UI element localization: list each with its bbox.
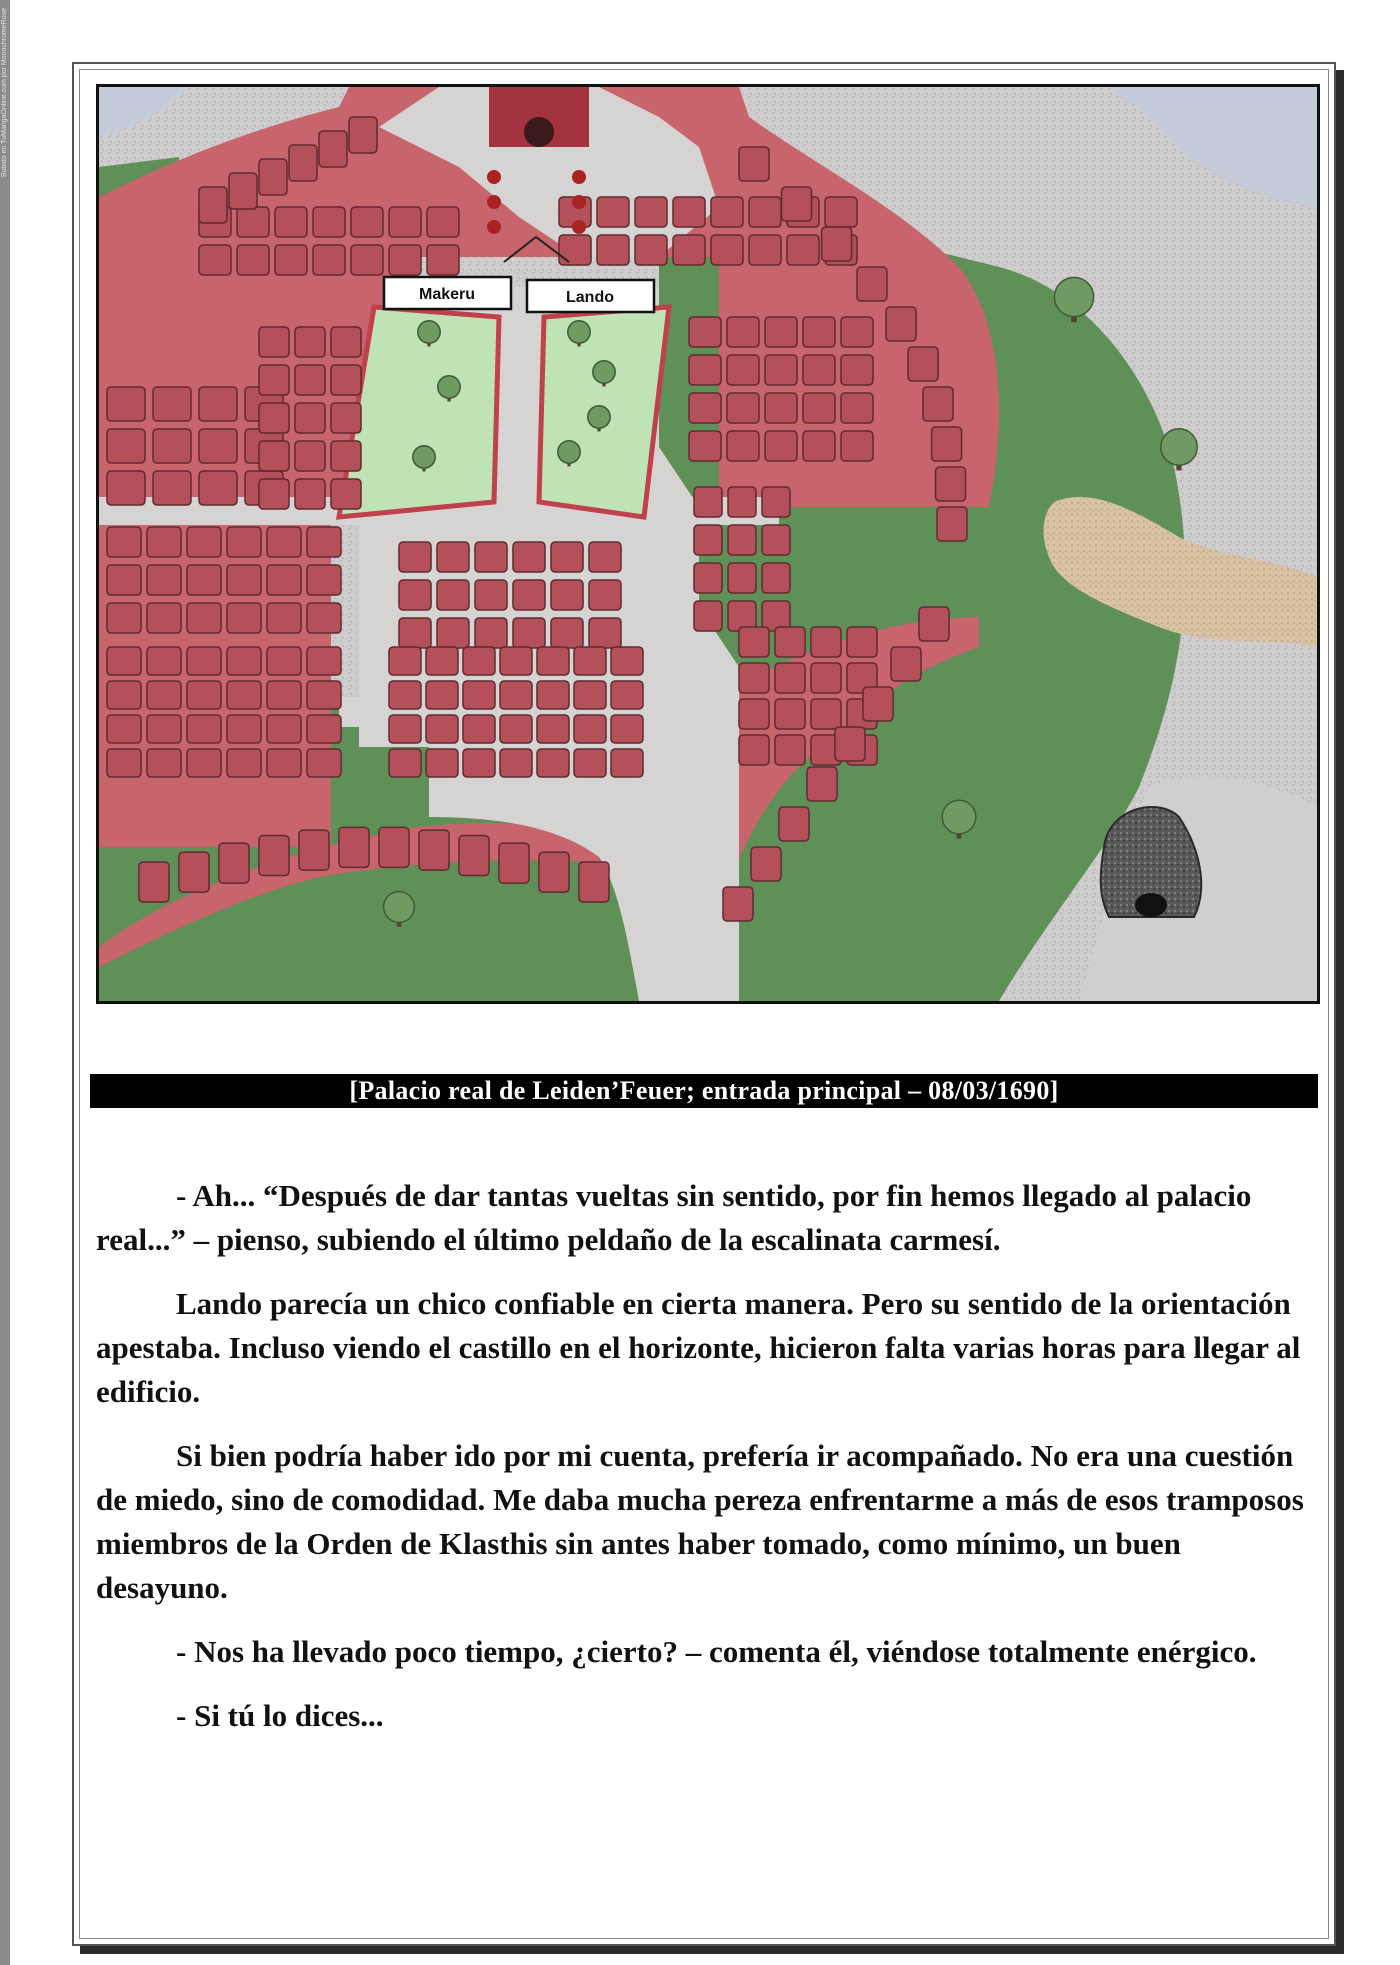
building-roof — [513, 618, 545, 648]
building-roof — [727, 393, 759, 423]
building-roof — [107, 527, 141, 557]
building-roof — [295, 327, 325, 357]
building-roof — [751, 847, 781, 881]
building-roof — [822, 227, 852, 261]
building-roof — [459, 836, 489, 876]
tree-crown — [1161, 429, 1197, 465]
building-roof — [775, 663, 805, 693]
building-roof — [891, 647, 921, 681]
building-roof — [199, 429, 237, 463]
building-roof — [295, 441, 325, 471]
building-roof — [147, 749, 181, 777]
building-roof — [765, 317, 797, 347]
building-roof — [389, 245, 421, 275]
building-roof — [267, 527, 301, 557]
building-roof — [267, 647, 301, 675]
building-roof — [589, 542, 621, 572]
building-roof — [919, 607, 949, 641]
building-roof — [426, 681, 458, 709]
building-roof — [389, 749, 421, 777]
building-roof — [147, 647, 181, 675]
building-roof — [389, 207, 421, 237]
building-roof — [179, 852, 209, 892]
map-cave-entrance — [1135, 893, 1167, 917]
building-roof — [775, 699, 805, 729]
page-frame — [72, 62, 1336, 1946]
building-roof — [765, 431, 797, 461]
building-roof — [267, 715, 301, 743]
building-roof — [107, 603, 141, 633]
building-roof — [389, 681, 421, 709]
scene-caption: [Palacio real de Leiden’Feuer; entrada principal – 08/03/1690] — [90, 1074, 1318, 1108]
building-roof — [937, 507, 967, 541]
building-roof — [475, 618, 507, 648]
building-roof — [803, 431, 835, 461]
building-roof — [227, 749, 261, 777]
building-roof — [147, 565, 181, 595]
building-roof — [463, 647, 495, 675]
tree-crown — [593, 361, 615, 383]
building-roof — [513, 542, 545, 572]
building-roof — [313, 207, 345, 237]
building-roof — [187, 715, 221, 743]
tree-crown — [418, 321, 440, 343]
building-roof — [139, 862, 169, 902]
tree-crown — [558, 441, 580, 463]
building-roof — [199, 387, 237, 421]
building-roof — [107, 429, 145, 463]
building-roof — [437, 542, 469, 572]
building-roof — [673, 235, 705, 265]
building-roof — [807, 767, 837, 801]
building-roof — [227, 603, 261, 633]
building-roof — [419, 830, 449, 870]
building-roof — [199, 245, 231, 275]
building-roof — [689, 355, 721, 385]
building-roof — [689, 317, 721, 347]
story-text — [96, 1174, 1316, 1758]
building-roof — [739, 663, 769, 693]
building-roof — [689, 431, 721, 461]
building-roof — [611, 681, 643, 709]
building-roof — [923, 387, 953, 421]
building-roof — [863, 687, 893, 721]
building-roof — [237, 207, 269, 237]
building-roof — [749, 235, 781, 265]
building-roof — [379, 827, 409, 867]
paragraph-1: - Ah... “Después de dar tantas vueltas sin sentido, por fin hemos llegado al palacio real...” – pienso, subiendo el último peldaño de la escalinata carmesí. — [96, 1178, 1252, 1257]
building-roof — [307, 681, 341, 709]
building-roof — [803, 393, 835, 423]
building-roof — [762, 525, 790, 555]
building-roof — [107, 681, 141, 709]
building-roof — [727, 317, 759, 347]
building-roof — [299, 830, 329, 870]
building-roof — [307, 603, 341, 633]
building-roof — [259, 365, 289, 395]
building-roof — [107, 749, 141, 777]
building-roof — [825, 197, 857, 227]
building-roof — [727, 355, 759, 385]
tree-crown — [384, 892, 415, 923]
building-roof — [932, 427, 962, 461]
building-roof — [727, 431, 759, 461]
building-roof — [147, 527, 181, 557]
building-roof — [787, 235, 819, 265]
building-roof — [500, 749, 532, 777]
paragraph-3: Si bien podría haber ido por mi cuenta, prefería ir acompañado. No era una cuestión de miedo, sino de comodidad. Me daba mucha pereza enfrentarme a más de esos tramposos miembros de la Orden de Klasthis sin antes haber tomado, como mínimo, un buen desayuno. — [96, 1438, 1304, 1605]
building-roof — [765, 355, 797, 385]
building-roof — [574, 715, 606, 743]
building-roof — [500, 681, 532, 709]
city-map — [96, 84, 1320, 1004]
building-roof — [779, 807, 809, 841]
building-roof — [723, 887, 753, 921]
building-roof — [259, 441, 289, 471]
building-roof — [908, 347, 938, 381]
building-roof — [427, 245, 459, 275]
building-roof — [307, 565, 341, 595]
building-roof — [199, 471, 237, 505]
building-roof — [475, 580, 507, 610]
building-roof — [313, 245, 345, 275]
building-roof — [537, 681, 569, 709]
building-roof — [782, 187, 812, 221]
building-roof — [267, 603, 301, 633]
building-roof — [551, 618, 583, 648]
building-roof — [107, 647, 141, 675]
building-roof — [219, 843, 249, 883]
building-roof — [426, 749, 458, 777]
building-roof — [597, 235, 629, 265]
label-makeru-text: Makeru — [418, 286, 476, 303]
building-roof — [694, 525, 722, 555]
building-roof — [267, 565, 301, 595]
building-roof — [107, 565, 141, 595]
building-roof — [597, 197, 629, 227]
building-roof — [811, 663, 841, 693]
building-roof — [267, 681, 301, 709]
building-roof — [728, 525, 756, 555]
building-roof — [331, 327, 361, 357]
building-roof — [199, 187, 227, 223]
building-roof — [331, 403, 361, 433]
building-roof — [539, 852, 569, 892]
paragraph-4: - Nos ha llevado poco tiempo, ¿cierto? – comenta él, viéndose totalmente enérgico. — [176, 1634, 1257, 1669]
building-roof — [463, 715, 495, 743]
building-roof — [437, 580, 469, 610]
building-roof — [579, 862, 609, 902]
building-roof — [762, 487, 790, 517]
building-roof — [589, 580, 621, 610]
building-roof — [835, 727, 865, 761]
building-roof — [275, 245, 307, 275]
building-roof — [841, 431, 873, 461]
building-roof — [227, 527, 261, 557]
building-roof — [187, 565, 221, 595]
tree-crown — [413, 446, 435, 468]
building-roof — [187, 647, 221, 675]
building-roof — [811, 699, 841, 729]
building-roof — [841, 355, 873, 385]
building-roof — [187, 527, 221, 557]
building-roof — [349, 117, 377, 153]
building-roof — [694, 601, 722, 631]
building-roof — [936, 467, 966, 501]
building-roof — [803, 317, 835, 347]
building-roof — [551, 580, 583, 610]
building-roof — [259, 327, 289, 357]
building-roof — [351, 207, 383, 237]
building-roof — [389, 715, 421, 743]
building-roof — [107, 387, 145, 421]
building-roof — [475, 542, 507, 572]
city-map-drawing — [99, 87, 1317, 1001]
building-roof — [339, 827, 369, 867]
building-roof — [426, 647, 458, 675]
building-roof — [331, 365, 361, 395]
building-roof — [841, 393, 873, 423]
building-roof — [749, 197, 781, 227]
building-roof — [739, 699, 769, 729]
building-roof — [739, 735, 769, 765]
building-roof — [463, 749, 495, 777]
building-roof — [351, 245, 383, 275]
building-roof — [187, 681, 221, 709]
building-roof — [147, 715, 181, 743]
building-roof — [107, 471, 145, 505]
building-roof — [500, 715, 532, 743]
building-roof — [886, 307, 916, 341]
building-roof — [107, 715, 141, 743]
building-roof — [762, 563, 790, 593]
building-roof — [289, 145, 317, 181]
building-roof — [711, 197, 743, 227]
building-roof — [307, 715, 341, 743]
building-roof — [331, 441, 361, 471]
building-roof — [229, 173, 257, 209]
label-lando-text: Lando — [566, 289, 614, 306]
tree-crown — [1054, 277, 1093, 316]
building-roof — [295, 365, 325, 395]
building-roof — [574, 749, 606, 777]
building-roof — [227, 565, 261, 595]
building-roof — [267, 749, 301, 777]
building-roof — [728, 563, 756, 593]
building-roof — [295, 479, 325, 509]
building-roof — [765, 393, 797, 423]
building-roof — [463, 681, 495, 709]
building-roof — [803, 355, 835, 385]
building-roof — [227, 681, 261, 709]
building-roof — [537, 647, 569, 675]
building-roof — [389, 647, 421, 675]
building-roof — [499, 843, 529, 883]
building-roof — [775, 735, 805, 765]
building-roof — [437, 618, 469, 648]
tree-crown — [942, 800, 976, 834]
tree-crown — [568, 321, 590, 343]
building-roof — [611, 715, 643, 743]
tree-crown — [588, 406, 610, 428]
building-roof — [259, 479, 289, 509]
paragraph-5: - Si tú lo dices... — [176, 1698, 384, 1733]
building-roof — [811, 627, 841, 657]
building-roof — [399, 618, 431, 648]
building-roof — [847, 627, 877, 657]
building-roof — [513, 580, 545, 610]
building-roof — [147, 603, 181, 633]
building-roof — [259, 159, 287, 195]
building-roof — [574, 681, 606, 709]
building-roof — [331, 479, 361, 509]
building-roof — [187, 603, 221, 633]
building-roof — [551, 542, 583, 572]
building-roof — [259, 836, 289, 876]
building-roof — [227, 715, 261, 743]
building-roof — [559, 235, 591, 265]
label-makeru — [384, 277, 511, 309]
building-roof — [857, 267, 887, 301]
building-roof — [775, 627, 805, 657]
building-roof — [694, 487, 722, 517]
building-roof — [673, 197, 705, 227]
building-roof — [307, 647, 341, 675]
building-roof — [307, 527, 341, 557]
building-roof — [275, 207, 307, 237]
building-roof — [589, 618, 621, 648]
building-roof — [574, 647, 606, 675]
building-roof — [635, 235, 667, 265]
building-roof — [711, 235, 743, 265]
building-roof — [611, 749, 643, 777]
building-roof — [227, 647, 261, 675]
building-roof — [153, 387, 191, 421]
building-roof — [319, 131, 347, 167]
building-roof — [427, 207, 459, 237]
paragraph-2: Lando parecía un chico confiable en cierta manera. Pero su sentido de la orientación apestaba. Incluso viendo el castillo en el horizonte, hicieron falta varias horas para llegar al edificio. — [96, 1286, 1301, 1409]
building-roof — [537, 715, 569, 743]
building-roof — [500, 647, 532, 675]
building-roof — [153, 471, 191, 505]
building-roof — [147, 681, 181, 709]
building-roof — [259, 403, 289, 433]
building-roof — [635, 197, 667, 227]
building-roof — [237, 245, 269, 275]
building-roof — [739, 147, 769, 181]
building-roof — [187, 749, 221, 777]
building-roof — [295, 403, 325, 433]
building-roof — [399, 580, 431, 610]
building-roof — [426, 715, 458, 743]
building-roof — [153, 429, 191, 463]
building-roof — [689, 393, 721, 423]
building-roof — [694, 563, 722, 593]
label-lando — [527, 280, 654, 312]
watermark-text: Subido en TuMangaOnline.com por MonochromeRose — [1, 8, 8, 178]
building-roof — [728, 487, 756, 517]
building-roof — [611, 647, 643, 675]
building-roof — [841, 317, 873, 347]
building-roof — [399, 542, 431, 572]
side-watermark-strip — [0, 0, 10, 1965]
tree-crown — [438, 376, 460, 398]
building-roof — [739, 627, 769, 657]
building-roof — [307, 749, 341, 777]
building-roof — [537, 749, 569, 777]
